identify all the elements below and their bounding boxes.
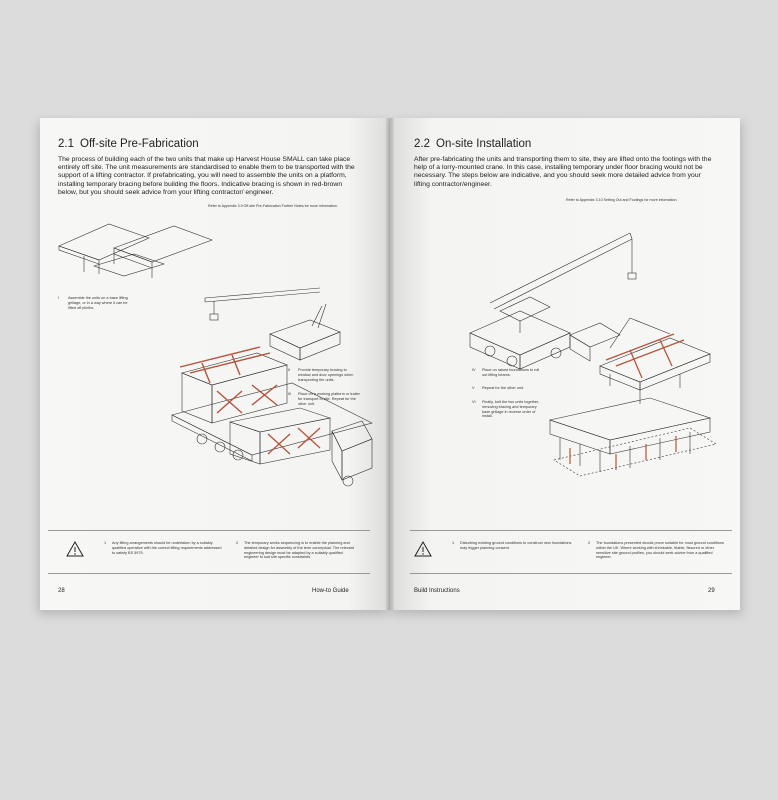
step-4-text: Place on raised foundations to roll out lifting beams. bbox=[482, 368, 540, 377]
warning-triangle-icon bbox=[66, 541, 84, 557]
left-reference-note: Refer to Appendix 3.9 Off-site Pre-Fabrication Further Notes for more information. bbox=[208, 204, 338, 208]
step-3-numeral: III bbox=[288, 392, 292, 396]
left-intro-text: The process of building each of the two units that make up Harvest House SMALL can take place entirely off site. The unit measurements are standardised to enable them to be transported with the support of a lifting contractor. If prefabricating, you will need to assemble the units on a platform, installing temporary bracing before building the floors. Indicative bracing is shown in red-brown below, but you should seek advice from your lifting contractor/ engineer. bbox=[58, 156, 355, 196]
right-note-1-text: Disturbing existing ground conditions to construct new foundations may trigger planning consent. bbox=[460, 541, 572, 550]
step-5 bbox=[472, 386, 544, 391]
left-caution-box bbox=[48, 530, 370, 574]
installed-units-illustration bbox=[540, 398, 720, 478]
step-5-text: Repeat for the other unit. bbox=[482, 386, 525, 390]
step-4 bbox=[472, 368, 544, 378]
right-note-2 bbox=[588, 541, 726, 560]
right-page-number: 29 bbox=[708, 588, 715, 594]
step-1 bbox=[58, 296, 130, 310]
left-page-number: 28 bbox=[58, 588, 65, 594]
left-section-heading bbox=[58, 138, 199, 150]
right-page bbox=[390, 118, 740, 610]
left-running-title: How-to Guide bbox=[312, 588, 349, 594]
right-intro-text: After pre-fabricating the units and transporting them to site, they are lifted onto the footings with the help of a lorry-mounted crane. In this case, installing temporary under floor bracing would not be necessary. The steps below are indicative, and you should seek more detailed advice from your lifting contractor/engineer. bbox=[414, 156, 712, 188]
right-running-title: Build Instructions bbox=[414, 588, 460, 594]
right-section-heading bbox=[414, 138, 531, 150]
right-caution-box bbox=[410, 530, 732, 574]
left-note-2-number: 2 bbox=[236, 541, 239, 545]
step-4-numeral: IV bbox=[472, 368, 476, 372]
roof-panels-illustration bbox=[54, 216, 214, 286]
unit-lift-illustration bbox=[590, 318, 720, 408]
left-section-title: Off-site Pre-Fabrication bbox=[80, 138, 199, 150]
right-reference-note: Refer to Appendix 3.10 Setting Out and Footings for more information. bbox=[566, 198, 678, 202]
left-section-number: 2.1 bbox=[58, 138, 74, 150]
step-2-numeral: II bbox=[288, 368, 291, 372]
second-unit-illustration bbox=[220, 408, 340, 468]
right-note-2-number: 2 bbox=[588, 541, 591, 545]
right-note-2-text: The foundations presented should prove suitable for most ground conditions within the UK. Where working with shrinkable, friable, fissured or other sensitive site ground profiles, you should seek advice from a qualified engineer. bbox=[596, 541, 724, 560]
step-6 bbox=[472, 400, 544, 419]
step-6-numeral: VI bbox=[472, 400, 476, 404]
step-3 bbox=[288, 392, 360, 406]
booklet-spread bbox=[40, 118, 740, 610]
step-1-text: Assemble the units on a base lifting grillage, or in a way where it can be lifted off plinths. bbox=[68, 296, 128, 310]
left-page bbox=[40, 118, 390, 610]
left-note-1-text: Any lifting arrangements should be undertaken by a suitably qualified operative with the correct lifting requirements addressed to satisfy BS 5975. bbox=[112, 541, 222, 555]
right-note-1 bbox=[452, 541, 572, 551]
left-note-1-number: 1 bbox=[104, 541, 107, 545]
step-5-numeral: V bbox=[472, 386, 475, 390]
step-2-text: Provide temporary bracing to window and door openings when transporting the units. bbox=[298, 368, 354, 382]
right-note-1-number: 1 bbox=[452, 541, 455, 545]
step-1-numeral: I bbox=[58, 296, 60, 300]
left-note-2-text: The temporary works sequencing is to enable the planning and detailed design for assembly of the term conceptual. The relevant engineering design must be adapted by a suitably qualified engineer to suit site specific constraints. bbox=[244, 541, 354, 560]
spine-gutter bbox=[386, 118, 394, 610]
right-section-title: On-site Installation bbox=[436, 138, 532, 150]
right-section-number: 2.2 bbox=[414, 138, 430, 150]
left-note-2 bbox=[236, 541, 356, 560]
warning-triangle-icon bbox=[414, 541, 432, 557]
step-2 bbox=[288, 368, 360, 382]
step-6-text: Finally, bolt the two units together, removing bracing and temporary base grillage in reverse order of install. bbox=[482, 400, 540, 419]
left-note-1 bbox=[104, 541, 224, 555]
step-3-text: Place on a working platform or trailer for transport to site. Repeat for the other unit. bbox=[298, 392, 360, 406]
